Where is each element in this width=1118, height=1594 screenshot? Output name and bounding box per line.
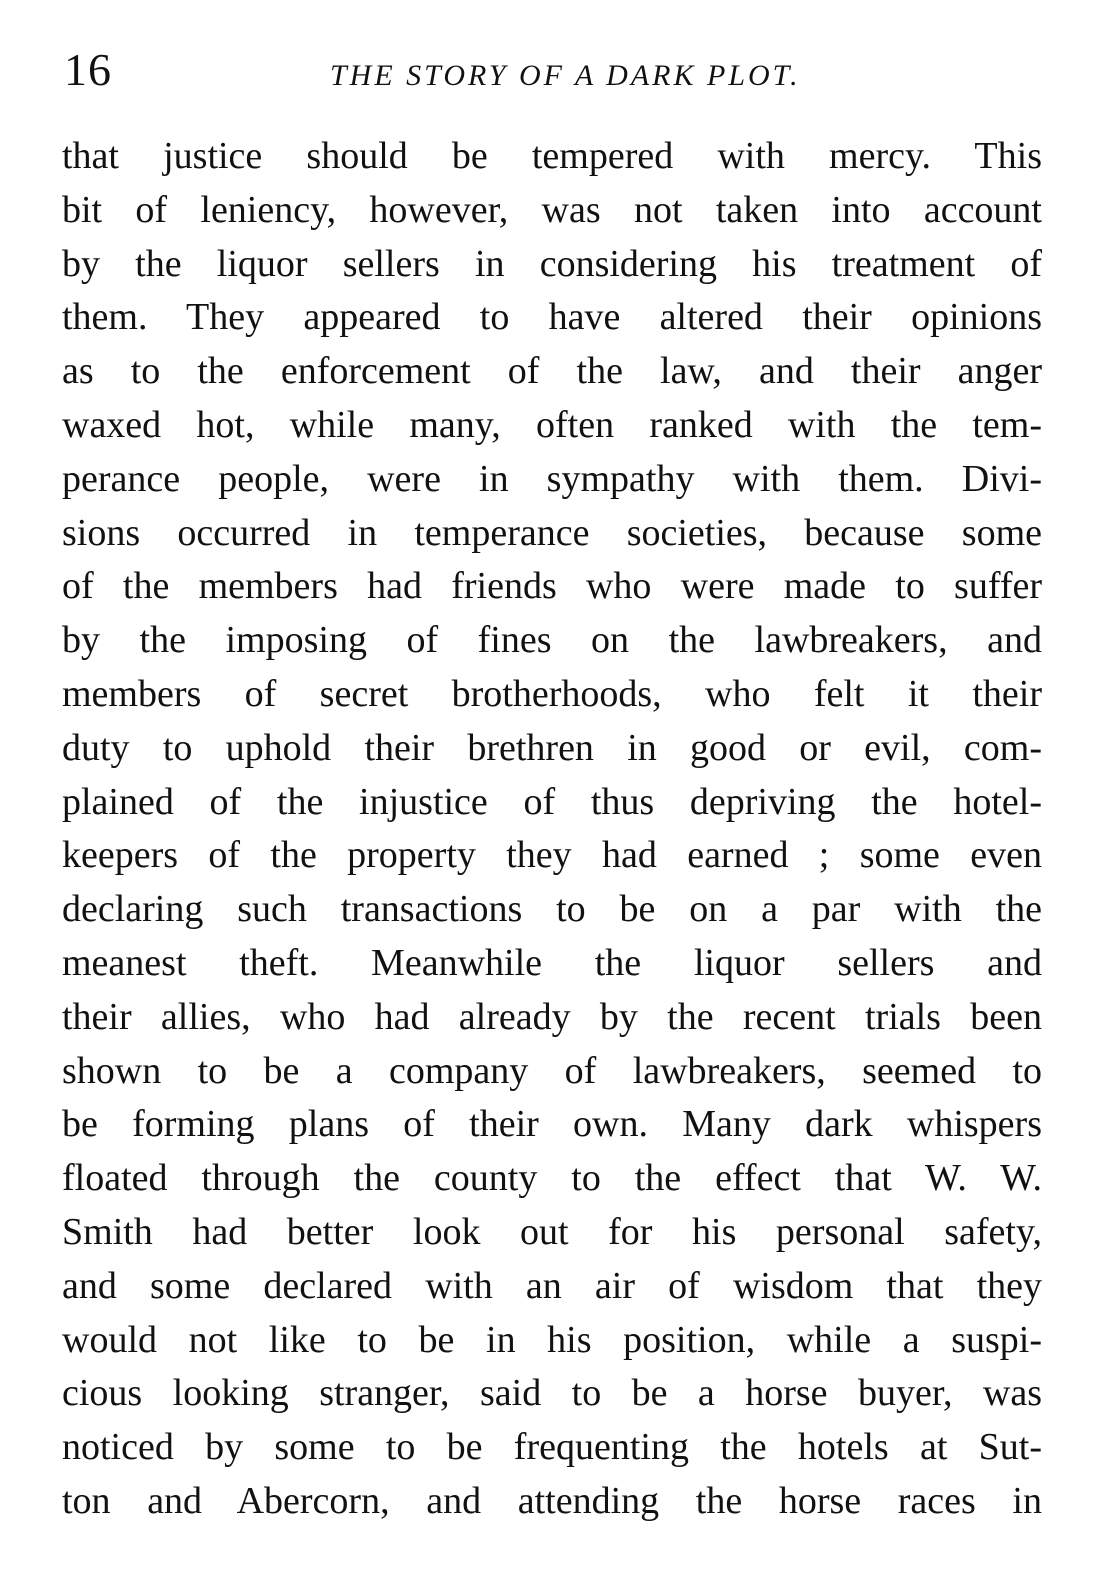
text-line: of the members had friends who were made to suffer [62, 565, 1042, 608]
text-line: sions occurred in temperance societies, because some [62, 511, 1042, 554]
text-line: ton and Abercorn, and attending the horse races in [62, 1479, 1042, 1522]
text-line: declaring such transactions to be on a par with the [62, 888, 1042, 931]
text-line: duty to uphold their brethren in good or evil, com- [62, 726, 1042, 769]
text-line: perance people, were in sympathy with them. Divi- [62, 457, 1042, 500]
text-line: be forming plans of their own. Many dark whispers [62, 1103, 1042, 1146]
running-head-title: THE STORY OF A DARK PLOT. [330, 59, 801, 92]
body-text [62, 130, 1042, 1529]
text-line: would not like to be in his position, while a suspi- [62, 1318, 1042, 1361]
text-line: their allies, who had already by the recent trials been [62, 995, 1042, 1038]
text-line: noticed by some to be frequenting the hotels at Sut- [62, 1426, 1042, 1469]
text-line: them. They appeared to have altered their opinions [62, 296, 1042, 339]
text-line: that justice should be tempered with mercy. This [62, 135, 1042, 177]
text-line: members of secret brotherhoods, who felt it their [62, 672, 1042, 715]
text-line: plained of the injustice of thus depriving the hotel- [62, 780, 1042, 823]
page-number: 16 [64, 44, 112, 95]
text-line: Smith had better look out for his personal safety, [62, 1210, 1042, 1253]
text-line: bit of leniency, however, was not taken into account [62, 188, 1042, 231]
text-line: by the imposing of fines on the lawbreakers, and [62, 619, 1042, 662]
text-line: waxed hot, while many, often ranked with the tem- [62, 403, 1042, 446]
text-line: keepers of the property they had earned ; some even [62, 834, 1042, 877]
page-header [62, 40, 1042, 100]
text-line: by the liquor sellers in considering his treatment of [62, 242, 1042, 285]
text-line: shown to be a company of lawbreakers, seemed to [62, 1049, 1042, 1092]
text-line: meanest theft. Meanwhile the liquor sellers and [62, 941, 1042, 984]
text-line: as to the enforcement of the law, and their anger [62, 350, 1042, 393]
text-line: and some declared with an air of wisdom that they [62, 1264, 1042, 1307]
text-line: floated through the county to the effect that W. W. [62, 1157, 1042, 1200]
text-line: cious looking stranger, said to be a horse buyer, was [62, 1372, 1042, 1415]
